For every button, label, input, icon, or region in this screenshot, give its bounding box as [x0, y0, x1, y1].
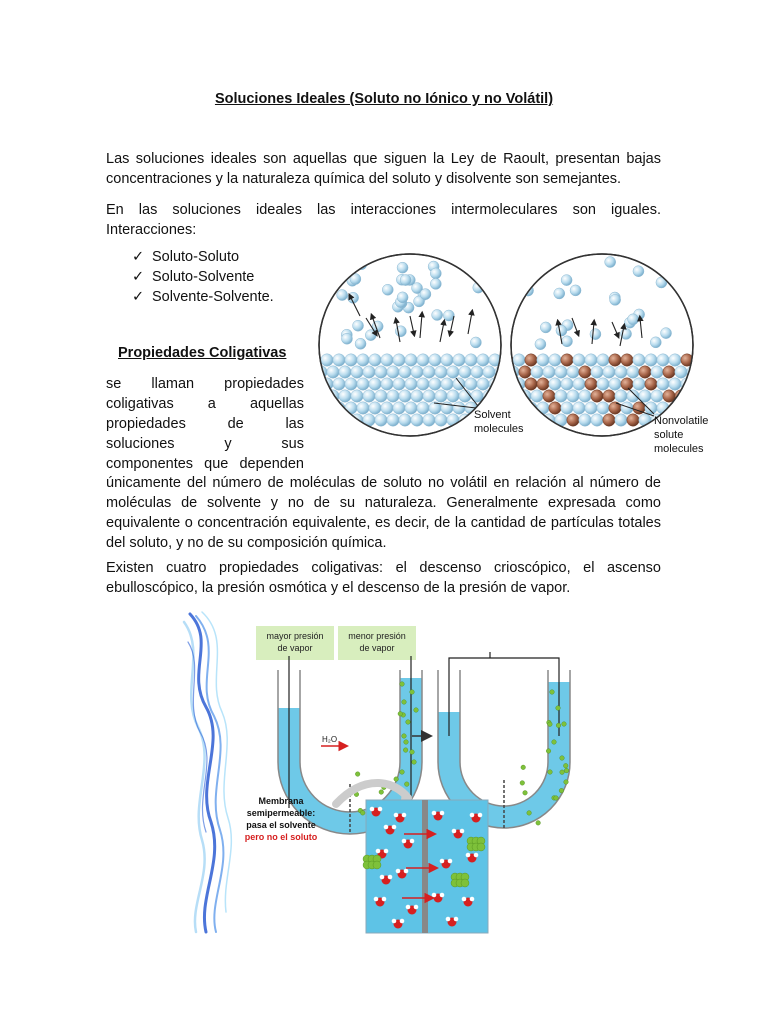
vapor-molecule [610, 294, 621, 305]
molecule [525, 354, 537, 366]
solute-particle [410, 750, 415, 755]
checkmark-icon: ✓ [132, 269, 145, 285]
molecule [321, 402, 333, 414]
molecule [381, 354, 393, 366]
molecule [459, 366, 471, 378]
molecule [333, 378, 345, 390]
paragraph-colligative-definition: únicamente del número de moléculas de soluto no volátil en relación al número de moléculas de solvente y no de su naturaleza. Generalmente expresada como equivalente o concentración equivalente, es decir, de la cantidad de partículas totales del soluto, y no de su composición química. [106, 475, 661, 551]
solute-particle [404, 782, 409, 787]
vapor-molecule [470, 337, 481, 348]
molecule [309, 402, 321, 414]
molecule [543, 390, 555, 402]
molecule [315, 414, 327, 426]
molecule [603, 366, 615, 378]
molecule [561, 402, 573, 414]
molecule [663, 366, 675, 378]
molecule [381, 402, 393, 414]
vapor-molecule [535, 339, 546, 350]
solute-particle [554, 796, 559, 801]
molecule [651, 390, 663, 402]
solute-particle [552, 740, 557, 745]
molecule [393, 354, 405, 366]
molecule [513, 354, 525, 366]
solute-label-line2: solute [654, 429, 684, 441]
vapor-molecule [341, 333, 352, 344]
vapor-molecule [355, 338, 366, 349]
solute-label-line1: Nonvolatile [654, 415, 709, 427]
molecule [549, 402, 561, 414]
solute-cluster [451, 873, 469, 887]
molecule [477, 354, 489, 366]
molecule [537, 354, 549, 366]
molecule [447, 366, 459, 378]
checkmark-icon: ✓ [132, 289, 145, 305]
solute-particle [412, 760, 417, 765]
molecule [363, 366, 375, 378]
solute-particle [548, 722, 553, 727]
vapor-molecule [561, 275, 572, 286]
solute-particle [523, 790, 528, 795]
paragraph-four-properties: Existen cuatro propiedades coligativas: el descenso crioscópico, el ascenso ebulloscópico, la presión osmótica y el descenso de la presión de vapor. [106, 560, 661, 596]
molecule [537, 378, 549, 390]
molecule [579, 414, 591, 426]
molecule [585, 402, 597, 414]
molecule [339, 414, 351, 426]
molecule [387, 366, 399, 378]
molecule [555, 390, 567, 402]
membrane-caption-line4: pero no el soluto [244, 832, 318, 842]
molecule [375, 366, 387, 378]
solute-particle [556, 706, 561, 711]
molecule [531, 390, 543, 402]
molecule [351, 390, 363, 402]
solute-particle [559, 788, 564, 793]
vapor-molecule [432, 309, 443, 320]
vapor-molecule [397, 262, 408, 273]
molecule [411, 390, 423, 402]
solute-particle [400, 682, 405, 687]
molecule [405, 402, 417, 414]
molecule [453, 378, 465, 390]
vapor-molecule [420, 289, 431, 300]
solute-particle [406, 720, 411, 725]
solute-particle [402, 700, 407, 705]
molecule [537, 402, 549, 414]
molecule [525, 378, 537, 390]
molecule [417, 378, 429, 390]
low-pressure-label-line1: menor presión [348, 631, 406, 641]
molecule [411, 366, 423, 378]
text-line: se llaman propiedades [106, 376, 304, 392]
molecule [639, 414, 651, 426]
molecule [603, 414, 615, 426]
solute-particle [410, 690, 415, 695]
molecule [627, 414, 639, 426]
molecule [585, 354, 597, 366]
molecule [555, 366, 567, 378]
list-item-label: Solvente-Solvente. [152, 289, 274, 305]
vapor-molecule [525, 268, 536, 279]
molecule [609, 354, 621, 366]
molecule [585, 378, 597, 390]
molecule [651, 366, 663, 378]
molecule [513, 402, 525, 414]
solute-particle [520, 781, 525, 786]
solute-particle [527, 811, 532, 816]
molecule [453, 354, 465, 366]
molecule [357, 378, 369, 390]
molecule [579, 366, 591, 378]
molecule [429, 378, 441, 390]
vapor-molecule [661, 328, 672, 339]
molecule [345, 402, 357, 414]
molecule [669, 378, 681, 390]
solute-particle [379, 790, 384, 795]
solute-particle [550, 690, 555, 695]
molecule [465, 354, 477, 366]
molecule [561, 378, 573, 390]
molecule [453, 402, 465, 414]
molecule [531, 414, 543, 426]
molecule [615, 390, 627, 402]
paragraph-colligative-intro [106, 374, 304, 474]
molecule [483, 366, 495, 378]
molecule [417, 354, 429, 366]
molecule [645, 354, 657, 366]
molecule [435, 414, 447, 426]
molecule [675, 366, 687, 378]
vapor-molecule [554, 288, 565, 299]
molecule [615, 366, 627, 378]
molecule [579, 390, 591, 402]
solute-label-line3: molecules [654, 443, 704, 455]
molecule [345, 378, 357, 390]
paragraph-ideal-solutions: Las soluciones ideales son aquellas que siguen la Ley de Raoult, presentan bajas concentraciones y la naturaleza química del soluto y disolvente son semejantes. [106, 151, 661, 187]
solute-cluster [363, 855, 381, 869]
list-item [132, 287, 274, 307]
smoke-decoration [184, 612, 231, 932]
vapor-molecule [605, 257, 616, 268]
vapor-molecule [397, 292, 408, 303]
molecule [423, 366, 435, 378]
solvent-label-line2: molecules [474, 423, 524, 435]
vapor-molecule [443, 310, 454, 321]
osmosis-figure [176, 612, 596, 934]
molecule [429, 354, 441, 366]
molecule [591, 414, 603, 426]
vapor-molecule [562, 336, 573, 347]
molecule [549, 354, 561, 366]
molecule [597, 378, 609, 390]
text-line: soluciones y sus [106, 436, 304, 452]
solute-particle [400, 770, 405, 775]
vapor-molecule [570, 285, 581, 296]
vapor-molecule [400, 275, 411, 286]
molecule [381, 378, 393, 390]
solute-particle [355, 772, 360, 777]
molecule [603, 390, 615, 402]
text-line: componentes que dependen [106, 456, 304, 472]
molecule [573, 354, 585, 366]
molecule [507, 390, 519, 402]
molecule [405, 354, 417, 366]
molecule [495, 390, 507, 402]
vapor-molecule [556, 325, 567, 336]
molecule [441, 354, 453, 366]
molecule [357, 354, 369, 366]
molecule [351, 366, 363, 378]
solute-particle [521, 765, 526, 770]
low-pressure-label-line2: de vapor [359, 643, 395, 653]
molecule [591, 390, 603, 402]
solute-particle [360, 811, 365, 816]
molecule [441, 378, 453, 390]
molecule [357, 402, 369, 414]
molecule [333, 354, 345, 366]
vapor-molecule [628, 314, 639, 325]
molecule [633, 354, 645, 366]
molecule [615, 414, 627, 426]
molecule [435, 390, 447, 402]
molecule [327, 366, 339, 378]
molecule [459, 390, 471, 402]
list-item [132, 267, 274, 287]
text-line: propiedades de las [106, 416, 304, 432]
molecule [321, 354, 333, 366]
solute-particle [546, 749, 551, 754]
vapor-molecule [353, 320, 364, 331]
molecule [561, 354, 573, 366]
solution-circle [501, 254, 699, 436]
molecule [423, 390, 435, 402]
membrane-caption-line2: semipermeable: [246, 808, 316, 818]
molecule [369, 378, 381, 390]
molecule [465, 378, 477, 390]
molecule [567, 414, 579, 426]
vapor-molecule [650, 337, 661, 348]
molecule [375, 414, 387, 426]
solute-particle [398, 711, 403, 716]
molecule [591, 366, 603, 378]
solute-particle [564, 768, 569, 773]
molecule [549, 378, 561, 390]
molecule [645, 378, 657, 390]
list-item [132, 247, 274, 267]
molecule [315, 390, 327, 402]
molecule [501, 378, 513, 390]
molecule [387, 414, 399, 426]
vapor-molecule [337, 290, 348, 301]
checkmark-icon: ✓ [132, 249, 145, 265]
solute-particle [560, 770, 565, 775]
molecule [471, 366, 483, 378]
molecule [627, 366, 639, 378]
section-heading-colligative: Propiedades Coligativas [118, 345, 287, 361]
molecule [309, 378, 321, 390]
molecule [621, 354, 633, 366]
molecule [339, 366, 351, 378]
molecule [405, 378, 417, 390]
molecule [477, 378, 489, 390]
molecule [657, 378, 669, 390]
molecule [447, 414, 459, 426]
molecule [393, 378, 405, 390]
molecule [681, 402, 693, 414]
molecule [375, 390, 387, 402]
molecule [387, 390, 399, 402]
molecule [417, 402, 429, 414]
molecule [411, 414, 423, 426]
molecule [327, 414, 339, 426]
solute-particle [548, 770, 553, 775]
molecule [597, 354, 609, 366]
high-pressure-label-line2: de vapor [277, 643, 313, 653]
vapor-molecule [633, 266, 644, 277]
vapor-molecule [382, 284, 393, 295]
molecule [609, 378, 621, 390]
molecule [627, 390, 639, 402]
molecule [339, 390, 351, 402]
molecule [393, 402, 405, 414]
vapor-molecule [430, 268, 441, 279]
molecule [669, 354, 681, 366]
solute-particle [563, 763, 568, 768]
text-line: coligativas a aquellas [106, 396, 304, 412]
molecule [567, 366, 579, 378]
high-pressure-label-line1: mayor presión [266, 631, 324, 641]
membrane-wall [422, 800, 428, 933]
solute-particle [403, 748, 408, 753]
membrane-caption-line3: pasa el solvente [246, 820, 316, 830]
paragraph-interactions: En las soluciones ideales las interacciones intermoleculares son iguales. Interacciones: [106, 202, 661, 238]
molecule [363, 390, 375, 402]
water-label: H₂O [322, 735, 338, 744]
molecule [345, 354, 357, 366]
molecule [447, 390, 459, 402]
molecule [687, 390, 699, 402]
solute-particle [394, 777, 399, 782]
molecule [633, 378, 645, 390]
molecule [567, 390, 579, 402]
molecule [621, 378, 633, 390]
molecule [657, 354, 669, 366]
vapor-molecule [430, 278, 441, 289]
molecule [639, 366, 651, 378]
molecule [435, 366, 447, 378]
solvent-label-line1: Solvent [474, 409, 511, 421]
molecule [573, 378, 585, 390]
solute-particle [536, 821, 541, 826]
solute-particle [562, 722, 567, 727]
solute-particle [556, 723, 561, 728]
solute-particle [560, 756, 565, 761]
solute-particle [414, 708, 419, 713]
molecule [369, 402, 381, 414]
molecule [597, 402, 609, 414]
molecule [399, 390, 411, 402]
solute-particle [402, 734, 407, 739]
molecule [423, 414, 435, 426]
molecule [573, 402, 585, 414]
molecule [399, 366, 411, 378]
molecule [531, 366, 543, 378]
list-item-label: Soluto-Solvente [152, 269, 255, 285]
membrane-caption-line1: Membrana [258, 796, 304, 806]
vapor-pressure-figure [316, 238, 709, 463]
vapor-molecule [540, 322, 551, 333]
molecule [543, 366, 555, 378]
solute-cluster [467, 837, 485, 851]
molecule [399, 414, 411, 426]
document-title: Soluciones Ideales (Soluto no Iónico y no Volátil) [214, 91, 554, 107]
solute-particle [564, 780, 569, 785]
solute-particle [404, 740, 409, 745]
molecule [519, 366, 531, 378]
list-item-label: Soluto-Soluto [152, 249, 240, 265]
interactions-list [132, 247, 274, 307]
vapor-molecule [590, 329, 601, 340]
molecule [645, 402, 657, 414]
molecule [369, 354, 381, 366]
